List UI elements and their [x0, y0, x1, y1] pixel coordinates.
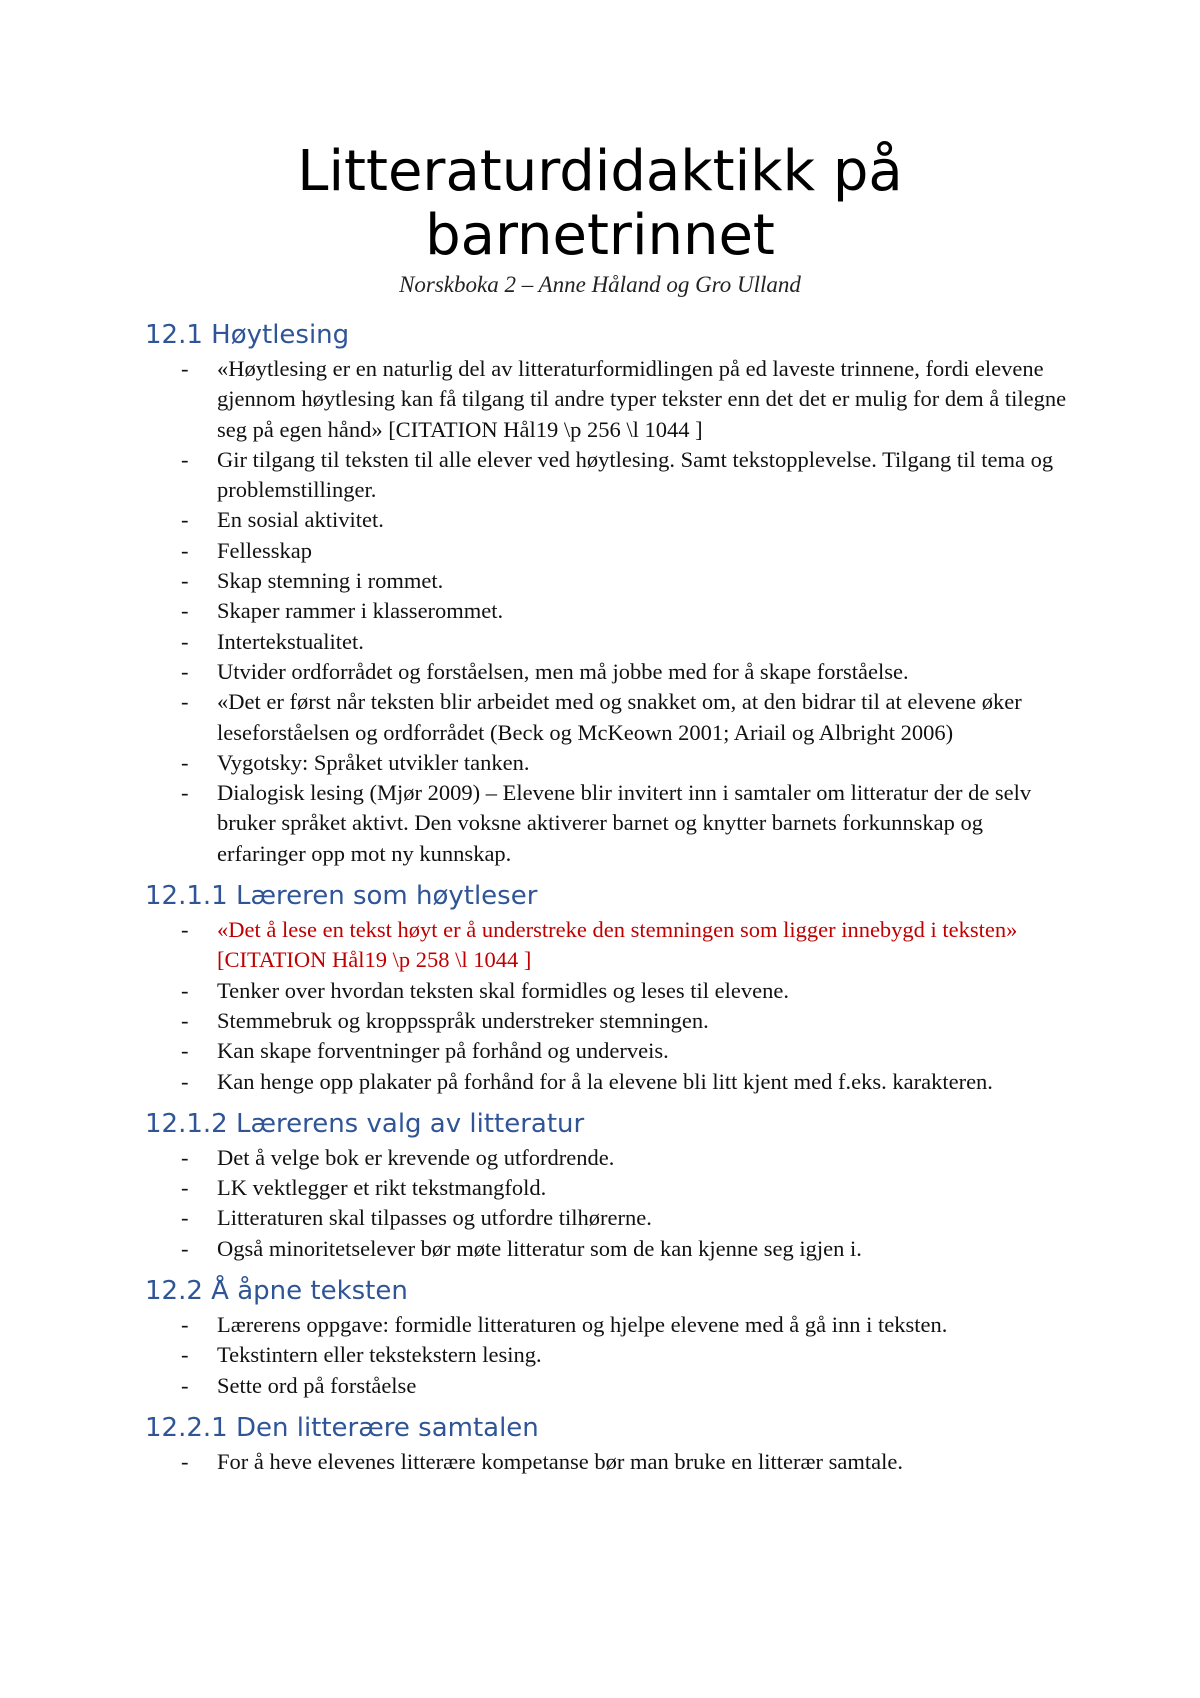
bullet-marker: -: [181, 1068, 189, 1094]
section-heading: 12.2 Å åpne teksten: [145, 1276, 408, 1307]
section-litteraere-samtalen: [145, 1411, 1075, 1477]
list-item-text: Sette ord på forståelse: [217, 1372, 417, 1398]
list-item: [145, 1234, 1075, 1264]
bullet-list: [145, 1310, 1075, 1401]
bullet-marker: -: [181, 628, 189, 654]
bullet-marker: -: [181, 1235, 189, 1261]
bullet-marker: -: [181, 1144, 189, 1170]
list-item-text: Kan henge opp plakater på forhånd for å la elevene bli litt kjent med f.eks. karakteren.: [217, 1068, 993, 1094]
list-item-text: Gir tilgang til teksten til alle elever ved høytlesing. Samt tekstopplevelse. Tilgang til tema og problemstillinger.: [217, 446, 1054, 503]
list-item: [145, 1340, 1075, 1370]
list-item-highlighted: [145, 915, 1075, 976]
section-heading: 12.1.2 Lærerens valg av litteratur: [145, 1108, 585, 1139]
list-item: [145, 1173, 1075, 1203]
section-laereren-som-hoytleser: [145, 879, 1075, 1097]
list-item: [145, 1143, 1075, 1173]
list-item-text: Kan skape forventninger på forhånd og underveis.: [217, 1038, 669, 1064]
document-title: [0, 140, 1200, 268]
list-item: [145, 445, 1075, 506]
list-item-text: Utvider ordforrådet og forståelsen, men må jobbe med for å skape forståelse.: [217, 658, 909, 684]
bullet-marker: -: [181, 749, 189, 775]
list-item-text: «Det er først når teksten blir arbeidet med og snakket om, at den bidrar til at elevene øker leseforståelsen og ordforrådet (Beck og McKeown 2001; Ariail og Albright 2006): [217, 689, 1022, 745]
list-item-text: Dialogisk lesing (Mjør 2009) – Elevene blir invitert inn i samtaler om litteratur der de selv bruker språket aktivt. Den voksne aktiverer barnet og knytter barnets forkunnskap og erfaringer opp mot ny kunnskap.: [217, 780, 1032, 866]
list-item: [145, 657, 1075, 687]
bullet-marker: -: [181, 1342, 189, 1368]
list-item-text: «Høytlesing er en naturlig del av litteraturformidlingen på ed laveste trinnene, fordi elevene gjennom høytlesing kan få tilgang til andre typer tekster enn det det er mulig for dem å tilegne seg på egen hånd» [CITATION Hål19 \p 256 \l 1044 ]: [217, 356, 1067, 442]
bullet-marker: -: [181, 1175, 189, 1201]
title-line-2: barnetrinnet: [425, 203, 775, 268]
bullet-list: [145, 354, 1075, 869]
bullet-marker: -: [181, 507, 189, 533]
list-item: [145, 1447, 1075, 1477]
list-item: [145, 1371, 1075, 1401]
bullet-marker: -: [181, 1038, 189, 1064]
list-item: [145, 596, 1075, 626]
list-item: [145, 778, 1075, 869]
list-item: [145, 354, 1075, 445]
list-item: [145, 505, 1075, 535]
bullet-list: [145, 1447, 1075, 1477]
document-subtitle: Norskboka 2 – Anne Håland og Gro Ulland: [399, 272, 801, 297]
title-block: [0, 140, 1200, 300]
list-item-text: Tekstintern eller tekstekstern lesing.: [217, 1342, 542, 1368]
list-item-text: Tenker over hvordan teksten skal formidles og leses til elevene.: [217, 977, 789, 1003]
section-heading: 12.2.1 Den litterære samtalen: [145, 1412, 539, 1443]
list-item: [145, 1006, 1075, 1036]
list-item-text: Fellesskap: [217, 537, 312, 563]
bullet-marker: -: [181, 1312, 189, 1338]
bullet-marker: -: [181, 356, 189, 381]
section-laererens-valg: [145, 1107, 1075, 1264]
list-item-text: Skap stemning i rommet.: [217, 568, 444, 594]
list-item-text: Også minoritetselever bør møte litteratur som de kan kjenne seg igjen i.: [217, 1235, 862, 1261]
bullet-marker: -: [181, 1372, 189, 1398]
list-item-text: LK vektlegger et rikt tekstmangfold.: [217, 1175, 547, 1201]
section-heading: 12.1.1 Læreren som høytleser: [145, 881, 538, 912]
list-item-text: «Det å lese en tekst høyt er å understreke den stemningen som ligger innebygd i teksten» [CITATION Hål19 \p 258 \l 1044 ]: [217, 917, 1018, 973]
list-item: [145, 627, 1075, 657]
list-item: [145, 1036, 1075, 1066]
bullet-list: [145, 1143, 1075, 1264]
list-item-text: Lærerens oppgave: formidle litteraturen og hjelpe elevene med å gå inn i teksten.: [217, 1312, 948, 1338]
bullet-marker: -: [181, 1205, 189, 1231]
list-item: [145, 976, 1075, 1006]
section-apne-teksten: [145, 1274, 1075, 1401]
bullet-marker: -: [181, 689, 189, 715]
list-item-text: For å heve elevenes litterære kompetanse bør man bruke en litterær samtale.: [217, 1448, 904, 1474]
bullet-marker: -: [181, 537, 189, 563]
title-line-1: Litteraturdidaktikk på: [297, 139, 903, 204]
bullet-marker: -: [181, 1007, 189, 1033]
list-item: [145, 1067, 1075, 1097]
list-item-text: Intertekstualitet.: [217, 628, 364, 654]
bullet-marker: -: [181, 658, 189, 684]
list-item-text: Litteraturen skal tilpasses og utfordre tilhørerne.: [217, 1205, 652, 1231]
list-item: [145, 566, 1075, 596]
bullet-marker: -: [181, 917, 189, 943]
bullet-marker: -: [181, 977, 189, 1003]
section-hoytlesing: [145, 318, 1075, 869]
list-item: [145, 536, 1075, 566]
list-item-text: Skaper rammer i klasserommet.: [217, 598, 504, 624]
bullet-marker: -: [181, 598, 189, 624]
list-item: [145, 687, 1075, 748]
list-item-text: En sosial aktivitet.: [217, 507, 384, 533]
bullet-list: [145, 915, 1075, 1097]
list-item-text: Vygotsky: Språket utvikler tanken.: [217, 749, 530, 775]
list-item-text: Stemmebruk og kroppsspråk understreker stemningen.: [217, 1007, 709, 1033]
bullet-marker: -: [181, 780, 189, 806]
list-item-text: Det å velge bok er krevende og utfordrende.: [217, 1144, 615, 1170]
section-heading: 12.1 Høytlesing: [145, 320, 350, 350]
document-body: [145, 318, 1075, 1487]
list-item: [145, 1310, 1075, 1340]
bullet-marker: -: [181, 446, 189, 472]
bullet-marker: -: [181, 568, 189, 594]
list-item: [145, 748, 1075, 778]
list-item: [145, 1203, 1075, 1233]
bullet-marker: -: [181, 1448, 189, 1474]
